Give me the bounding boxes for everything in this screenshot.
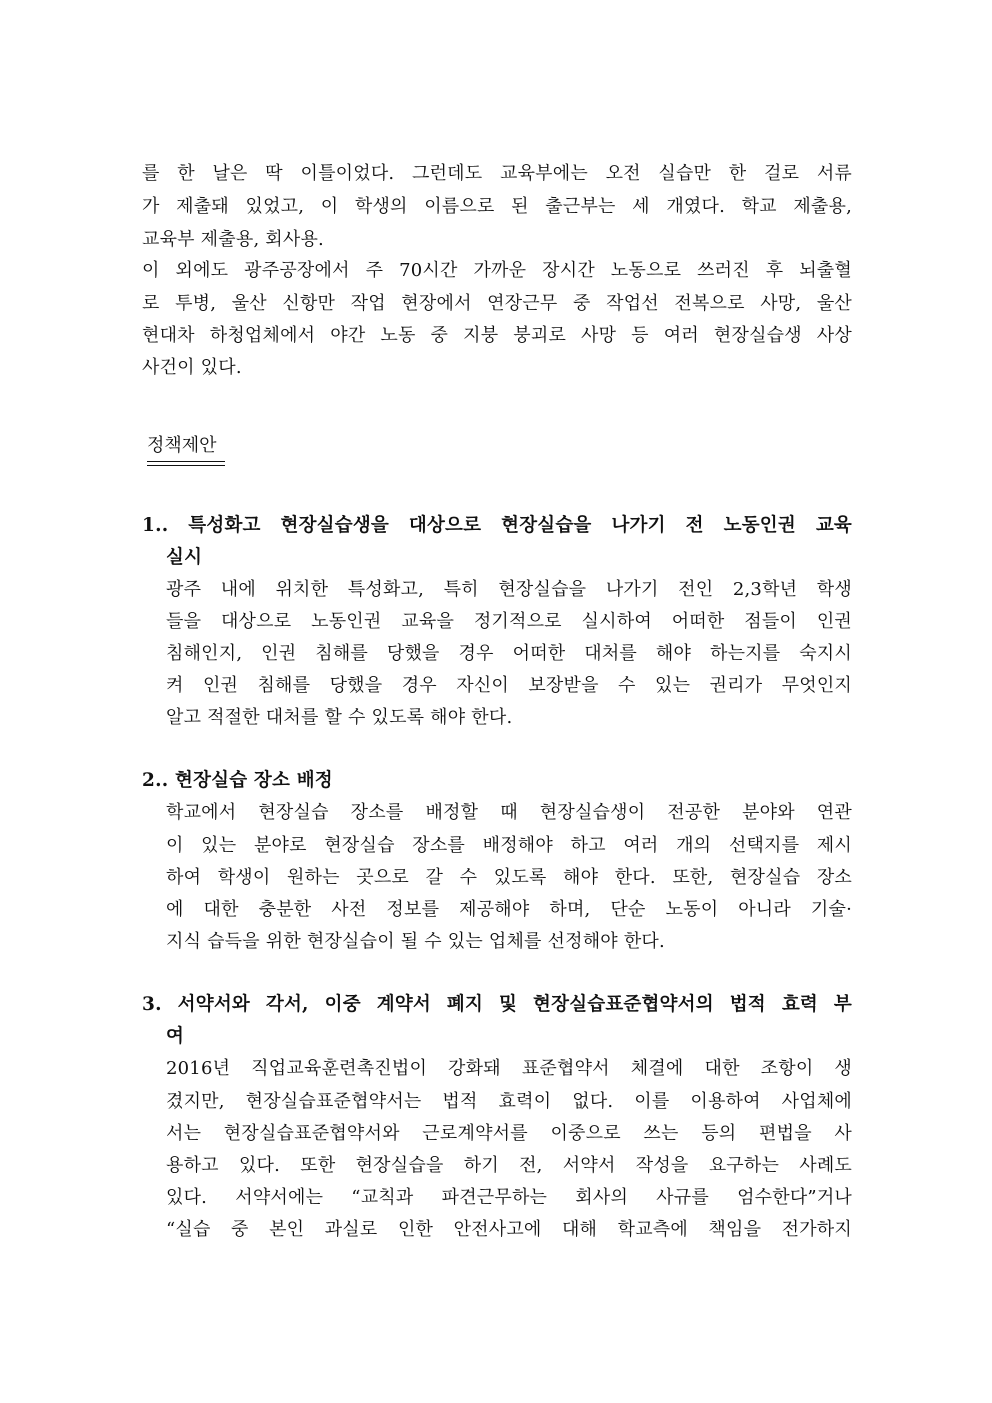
proposal-body-line: 에 대한 충분한 사전 정보를 제공해야 하며, 단순 노동이 아니라 기술· [166, 899, 852, 920]
proposal-body-line: 이 있는 분야로 현장실습 장소를 배정해야 하고 여러 개의 선택지를 제시 [166, 835, 852, 856]
intro-line: 이 외에도 광주공장에서 주 70시간 가까운 장시간 노동으로 쓰러진 후 뇌출혈 [142, 260, 852, 281]
section-title [147, 434, 217, 458]
intro-line: 교육부 제출용, 회사용. [142, 229, 324, 250]
proposal-body-line: 2016년 직업교육훈련촉진법이 강화돼 표준협약서 체결에 대한 조항이 생 [166, 1058, 852, 1079]
proposal-heading: 2.. 현장실습 장소 배정 [142, 770, 333, 791]
proposal-body-line: 학교에서 현장실습 장소를 배정할 때 현장실습생이 전공한 분야와 연관 [166, 802, 852, 823]
proposal-heading: 실시 [166, 547, 203, 568]
proposal-body-line: 켜 인권 침해를 당했을 경우 자신이 보장받을 수 있는 권리가 무엇인지 [166, 675, 852, 696]
proposal-body-line: 겼지만, 현장실습표준협약서는 법적 효력이 없다. 이를 이용하여 사업체에 [166, 1091, 852, 1112]
section-title-text: 정책제안 [147, 435, 217, 456]
proposal-heading: 3. 서약서와 각서, 이중 계약서 폐지 및 현장실습표준협약서의 법적 효력 부 [142, 994, 852, 1015]
proposal-heading: 1.. 특성화고 현장실습생을 대상으로 현장실습을 나가기 전 노동인권 교육 [142, 515, 852, 536]
proposal-body-line: 있다. 서약서에는 “교칙과 파견근무하는 회사의 사규를 엄수한다”거나 [166, 1187, 852, 1208]
intro-line: 사건이 있다. [142, 357, 242, 378]
intro-line: 를 한 날은 딱 이틀이었다. 그런데도 교육부에는 오전 실습만 한 걸로 서류 [142, 163, 852, 184]
intro-line: 가 제출돼 있었고, 이 학생의 이름으로 된 출근부는 세 개였다. 학교 제출용, [142, 196, 852, 217]
proposal-body-line: 하여 학생이 원하는 곳으로 갈 수 있도록 해야 한다. 또한, 현장실습 장소 [166, 867, 852, 888]
intro-line: 현대차 하청업체에서 야간 노동 중 지붕 붕괴로 사망 등 여러 현장실습생 사상 [142, 325, 852, 346]
proposal-body-line: 들을 대상으로 노동인권 교육을 정기적으로 실시하여 어떠한 점들이 인권 [166, 611, 852, 632]
proposal-body-line: 광주 내에 위치한 특성화고, 특히 현장실습을 나가기 전인 2,3학년 학생 [166, 579, 852, 600]
title-underline [147, 465, 225, 466]
proposal-body-line: 알고 적절한 대처를 할 수 있도록 해야 한다. [166, 707, 513, 728]
proposal-heading: 여 [166, 1026, 185, 1047]
proposal-body-line: 지식 습득을 위한 현장실습이 될 수 있는 업체를 선정해야 한다. [166, 931, 665, 952]
intro-line: 로 투병, 울산 신항만 작업 현장에서 연장근무 중 작업선 전복으로 사망, 울산 [142, 293, 852, 314]
proposal-body-line: 침해인지, 인권 침해를 당했을 경우 어떠한 대처를 해야 하는지를 숙지시 [166, 643, 852, 664]
proposal-body-line: 서는 현장실습표준협약서와 근로계약서를 이중으로 쓰는 등의 편법을 사 [166, 1123, 852, 1144]
title-underline [147, 461, 225, 462]
proposal-body-line: “실습 중 본인 과실로 인한 안전사고에 대해 학교측에 책임을 전가하지 [166, 1219, 852, 1240]
proposal-body-line: 용하고 있다. 또한 현장실습을 하기 전, 서약서 작성을 요구하는 사례도 [166, 1155, 852, 1176]
